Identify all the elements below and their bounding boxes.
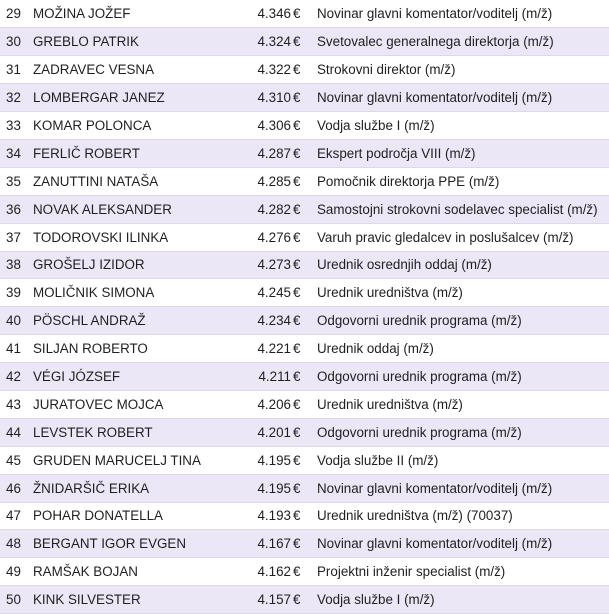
table-row: [0, 418, 609, 446]
name-cell: KOMAR POLONCA: [33, 112, 228, 140]
name-cell: ZADRAVEC VESNA: [33, 56, 228, 84]
rank-cell: 49: [0, 558, 33, 586]
currency-cell: €: [293, 223, 313, 251]
currency-cell: €: [293, 251, 313, 279]
name-cell: ZANUTTINI NATAŠA: [33, 167, 228, 195]
currency-cell: €: [293, 474, 313, 502]
rank-cell: 45: [0, 446, 33, 474]
amount-cell: 4.206: [228, 390, 293, 418]
rank-cell: 50: [0, 586, 33, 614]
job-title-cell: Strokovni direktor (m/ž): [313, 56, 609, 84]
currency-cell: €: [293, 307, 313, 335]
amount-cell: 4.211: [228, 363, 293, 391]
rank-cell: 48: [0, 530, 33, 558]
job-title-cell: Urednik uredništva (m/ž): [313, 279, 609, 307]
amount-cell: 4.195: [228, 474, 293, 502]
job-title-cell: Urednik uredništva (m/ž) (70037): [313, 502, 609, 530]
currency-cell: €: [293, 167, 313, 195]
currency-cell: €: [293, 279, 313, 307]
name-cell: NOVAK ALEKSANDER: [33, 195, 228, 223]
rank-cell: 32: [0, 84, 33, 112]
currency-cell: €: [293, 446, 313, 474]
table-row: [0, 446, 609, 474]
amount-cell: 4.245: [228, 279, 293, 307]
currency-cell: €: [293, 586, 313, 614]
amount-cell: 4.221: [228, 335, 293, 363]
table-row: [0, 0, 609, 28]
rank-cell: 46: [0, 474, 33, 502]
name-cell: LEVSTEK ROBERT: [33, 418, 228, 446]
amount-cell: 4.324: [228, 28, 293, 56]
name-cell: GROŠELJ IZIDOR: [33, 251, 228, 279]
rank-cell: 30: [0, 28, 33, 56]
name-cell: KINK SILVESTER: [33, 586, 228, 614]
table-row: [0, 251, 609, 279]
currency-cell: €: [293, 84, 313, 112]
name-cell: BERGANT IGOR EVGEN: [33, 530, 228, 558]
amount-cell: 4.162: [228, 558, 293, 586]
job-title-cell: Urednik osrednjih oddaj (m/ž): [313, 251, 609, 279]
rank-cell: 47: [0, 502, 33, 530]
amount-cell: 4.306: [228, 112, 293, 140]
job-title-cell: Ekspert področja VIII (m/ž): [313, 139, 609, 167]
job-title-cell: Svetovalec generalnega direktorja (m/ž): [313, 28, 609, 56]
table-row: [0, 390, 609, 418]
table-row: [0, 307, 609, 335]
job-title-cell: Pomočnik direktorja PPE (m/ž): [313, 167, 609, 195]
amount-cell: 4.157: [228, 586, 293, 614]
rank-cell: 43: [0, 390, 33, 418]
currency-cell: €: [293, 363, 313, 391]
job-title-cell: Novinar glavni komentator/voditelj (m/ž): [313, 474, 609, 502]
rank-cell: 31: [0, 56, 33, 84]
rank-cell: 33: [0, 112, 33, 140]
job-title-cell: Novinar glavni komentator/voditelj (m/ž): [313, 0, 609, 28]
currency-cell: €: [293, 502, 313, 530]
job-title-cell: Odgovorni urednik programa (m/ž): [313, 363, 609, 391]
job-title-cell: Vodja službe I (m/ž): [313, 112, 609, 140]
currency-cell: €: [293, 56, 313, 84]
name-cell: ŽNIDARŠIČ ERIKA: [33, 474, 228, 502]
table-row: [0, 139, 609, 167]
table-row: [0, 558, 609, 586]
table-row: [0, 474, 609, 502]
table-row: [0, 167, 609, 195]
name-cell: RAMŠAK BOJAN: [33, 558, 228, 586]
rank-cell: 34: [0, 139, 33, 167]
amount-cell: 4.193: [228, 502, 293, 530]
rank-cell: 39: [0, 279, 33, 307]
table-row: [0, 112, 609, 140]
name-cell: GRUDEN MARUCELJ TINA: [33, 446, 228, 474]
table-row: [0, 502, 609, 530]
job-title-cell: Samostojni strokovni sodelavec specialist (m/ž): [313, 195, 609, 223]
rank-cell: 40: [0, 307, 33, 335]
rank-cell: 42: [0, 363, 33, 391]
currency-cell: €: [293, 390, 313, 418]
rank-cell: 44: [0, 418, 33, 446]
job-title-cell: Projektni inženir specialist (m/ž): [313, 558, 609, 586]
rank-cell: 35: [0, 167, 33, 195]
currency-cell: €: [293, 195, 313, 223]
rank-cell: 37: [0, 223, 33, 251]
amount-cell: 4.273: [228, 251, 293, 279]
name-cell: SILJAN ROBERTO: [33, 335, 228, 363]
amount-cell: 4.276: [228, 223, 293, 251]
amount-cell: 4.285: [228, 167, 293, 195]
job-title-cell: Novinar glavni komentator/voditelj (m/ž): [313, 530, 609, 558]
name-cell: PÖSCHL ANDRAŽ: [33, 307, 228, 335]
currency-cell: €: [293, 530, 313, 558]
job-title-cell: Odgovorni urednik programa (m/ž): [313, 307, 609, 335]
table-row: [0, 223, 609, 251]
rank-cell: 36: [0, 195, 33, 223]
table-row: [0, 530, 609, 558]
currency-cell: €: [293, 28, 313, 56]
name-cell: LOMBERGAR JANEZ: [33, 84, 228, 112]
amount-cell: 4.201: [228, 418, 293, 446]
rank-cell: 41: [0, 335, 33, 363]
amount-cell: 4.282: [228, 195, 293, 223]
table-row: [0, 279, 609, 307]
amount-cell: 4.310: [228, 84, 293, 112]
currency-cell: €: [293, 112, 313, 140]
job-title-cell: Novinar glavni komentator/voditelj (m/ž): [313, 84, 609, 112]
job-title-cell: Urednik uredništva (m/ž): [313, 390, 609, 418]
currency-cell: €: [293, 0, 313, 28]
job-title-cell: Vodja službe II (m/ž): [313, 446, 609, 474]
currency-cell: €: [293, 418, 313, 446]
table-row: [0, 586, 609, 614]
name-cell: MOLIČNIK SIMONA: [33, 279, 228, 307]
amount-cell: 4.322: [228, 56, 293, 84]
name-cell: POHAR DONATELLA: [33, 502, 228, 530]
table-row: [0, 363, 609, 391]
amount-cell: 4.195: [228, 446, 293, 474]
table-row: [0, 28, 609, 56]
amount-cell: 4.234: [228, 307, 293, 335]
name-cell: FERLIČ ROBERT: [33, 139, 228, 167]
name-cell: MOŽINA JOŽEF: [33, 0, 228, 28]
job-title-cell: Urednik oddaj (m/ž): [313, 335, 609, 363]
job-title-cell: Varuh pravic gledalcev in poslušalcev (m/ž): [313, 223, 609, 251]
currency-cell: €: [293, 139, 313, 167]
table-row: [0, 195, 609, 223]
name-cell: VÉGI JÓZSEF: [33, 363, 228, 391]
name-cell: GREBLO PATRIK: [33, 28, 228, 56]
table-row: [0, 335, 609, 363]
table-row: [0, 56, 609, 84]
job-title-cell: Odgovorni urednik programa (m/ž): [313, 418, 609, 446]
currency-cell: €: [293, 335, 313, 363]
rank-cell: 38: [0, 251, 33, 279]
currency-cell: €: [293, 558, 313, 586]
amount-cell: 4.346: [228, 0, 293, 28]
table-row: [0, 84, 609, 112]
rank-cell: 29: [0, 0, 33, 28]
name-cell: TODOROVSKI ILINKA: [33, 223, 228, 251]
amount-cell: 4.287: [228, 139, 293, 167]
job-title-cell: Vodja službe I (m/ž): [313, 586, 609, 614]
amount-cell: 4.167: [228, 530, 293, 558]
name-cell: JURATOVEC MOJCA: [33, 390, 228, 418]
